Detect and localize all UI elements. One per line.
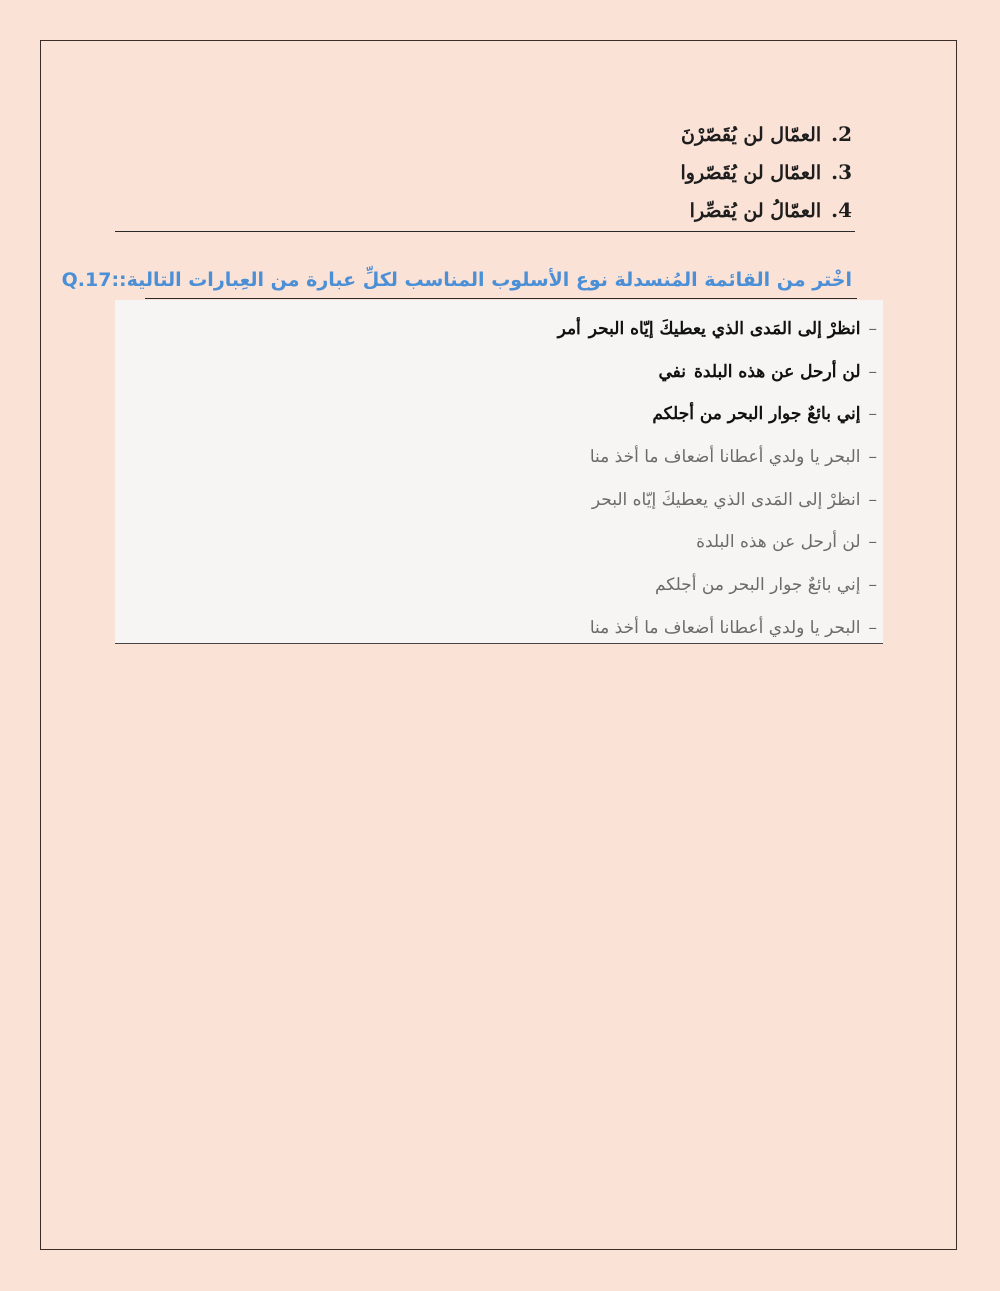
dash-marker: – bbox=[868, 532, 877, 553]
answer-option-3 bbox=[252, 153, 852, 191]
dash-marker: – bbox=[868, 575, 877, 596]
section-divider bbox=[115, 231, 855, 232]
statement-text: لن أرحل عن هذه البلدة bbox=[694, 361, 861, 382]
dash-marker: – bbox=[868, 404, 877, 425]
answer-dropdown[interactable]: نفي bbox=[658, 361, 687, 382]
answer-number: 3. bbox=[831, 160, 852, 184]
dash-marker: – bbox=[868, 617, 877, 638]
statement-text: إني بائعٌ جوار البحر من أجلكم bbox=[652, 404, 861, 425]
question-text: اخْتر من القائمة المُنسدلة نوع الأسلوب المناسب لكلِّ عبارة من العِبارات التالية: bbox=[119, 269, 852, 291]
statement-text: انظرْ إلى المَدى الذي يعطيكَ إيّاه البحر bbox=[588, 319, 861, 339]
dash-marker: – bbox=[868, 489, 877, 510]
answer-text: العمّال لن يُقَصّرْنَ bbox=[681, 124, 822, 146]
dash-marker: – bbox=[868, 361, 877, 382]
statement-row-4[interactable] bbox=[137, 436, 877, 479]
statement-text: انظرْ إلى المَدى الذي يعطيكَ إيّاه البحر bbox=[591, 489, 861, 510]
answer-text: العمّال لن يُقَصّروا bbox=[680, 162, 822, 184]
dropdown-items-panel bbox=[115, 300, 883, 644]
statement-row-8[interactable] bbox=[137, 607, 877, 650]
statement-row-1[interactable] bbox=[137, 308, 877, 351]
statement-text: البحر يا ولدي أعطانا أضعاف ما أخذ منا bbox=[589, 447, 861, 468]
question-heading bbox=[61, 262, 852, 298]
answer-option-4 bbox=[252, 191, 852, 229]
statement-row-5[interactable] bbox=[137, 479, 877, 522]
statement-row-7[interactable] bbox=[137, 564, 877, 607]
statement-text: إني بائعٌ جوار البحر من أجلكم bbox=[654, 575, 861, 596]
answer-number: 2. bbox=[831, 122, 852, 146]
dash-marker: – bbox=[868, 319, 877, 339]
question-underline bbox=[145, 298, 857, 299]
answer-text: العمّالُ لن يُقصِّرا bbox=[689, 200, 822, 222]
answer-number: 4. bbox=[831, 198, 852, 222]
previous-answers-list bbox=[252, 115, 852, 229]
statement-row-3[interactable] bbox=[137, 393, 877, 436]
statement-row-2[interactable] bbox=[137, 351, 877, 394]
question-label: :Q.17 bbox=[61, 269, 120, 291]
statement-text: لن أرحل عن هذه البلدة bbox=[696, 532, 861, 553]
statement-row-6[interactable] bbox=[137, 521, 877, 564]
answer-option-2 bbox=[252, 115, 852, 153]
answer-dropdown[interactable]: أمر bbox=[557, 319, 581, 339]
statement-text: البحر يا ولدي أعطانا أضعاف ما أخذ منا bbox=[589, 617, 861, 638]
dash-marker: – bbox=[868, 447, 877, 468]
